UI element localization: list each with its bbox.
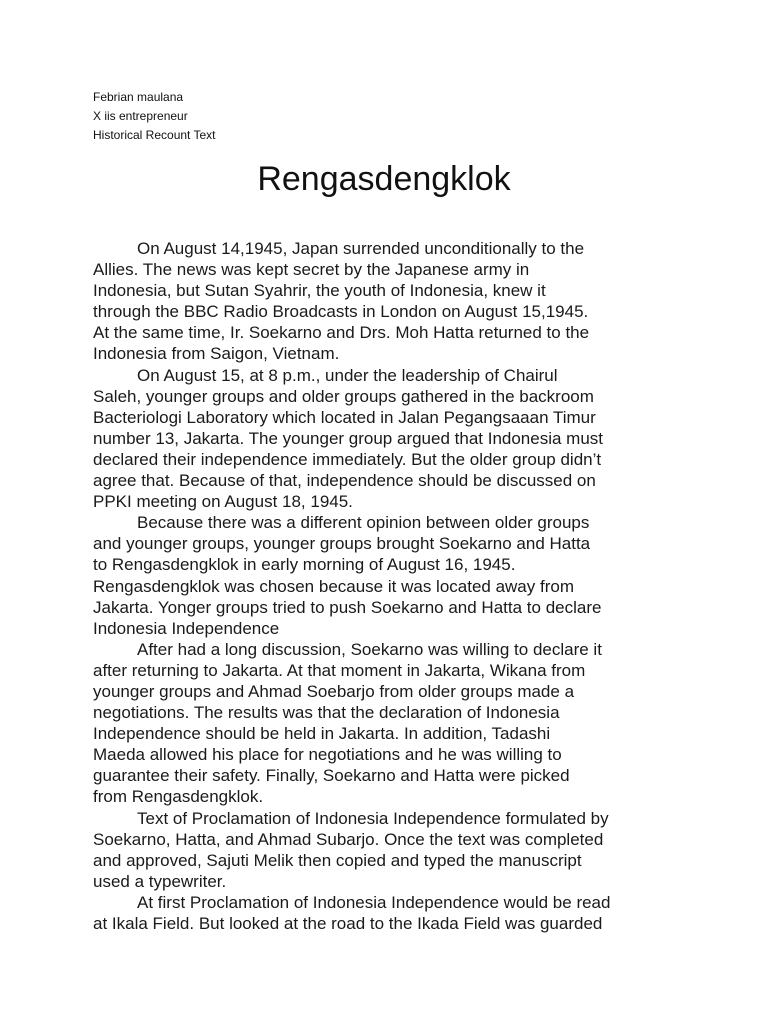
paragraph-line: At the same time, Ir. Soekarno and Drs. Moh Hatta returned to the — [93, 323, 590, 343]
paragraph-line: guarantee their safety. Finally, Soekarno and Hatta were picked — [93, 766, 570, 786]
paragraph — [93, 808, 693, 892]
paragraph-line: At first Proclamation of Indonesia Independence would be read — [137, 892, 611, 912]
author-class: X iis entrepreneur — [93, 109, 188, 123]
paragraph-line: Because there was a different opinion between older groups — [137, 513, 590, 533]
author-name: Febrian maulana — [93, 90, 184, 104]
paragraph — [93, 639, 693, 808]
paragraph-line: Text of Proclamation of Indonesia Independence formulated by — [137, 808, 609, 828]
paragraph-line: Indonesia from Saigon, Vietnam. — [93, 344, 340, 364]
author-header — [93, 88, 216, 145]
paragraph — [93, 365, 693, 513]
paragraph-line: PPKI meeting on August 18, 1945. — [93, 492, 353, 512]
paragraph — [93, 512, 693, 639]
paragraph-line: from Rengasdengklok. — [93, 787, 264, 807]
paragraph-line: Allies. The news was kept secret by the Japanese army in — [93, 260, 530, 280]
paragraph-line: Indonesia, but Sutan Syahrir, the youth of Indonesia, knew it — [93, 281, 546, 301]
paragraph — [93, 892, 693, 934]
paragraph-line: Jakarta. Yonger groups tried to push Soekarno and Hatta to declare — [93, 597, 602, 617]
paragraph-line: Rengasdengklok was chosen because it was located away from — [93, 576, 574, 596]
paragraph-line: Bacteriologi Laboratory which located in Jalan Pegangsaaan Timur — [93, 407, 596, 427]
paragraph-line: Saleh, younger groups and older groups gathered in the backroom — [93, 386, 594, 406]
paragraph-line: Maeda allowed his place for negotiations and he was willing to — [93, 745, 562, 765]
paragraph-line: negotiations. The results was that the declaration of Indonesia — [93, 703, 560, 723]
paragraph-line: used a typewriter. — [93, 871, 227, 891]
text-type: Historical Recount Text — [93, 128, 216, 142]
document-title: Rengasdengklok — [257, 160, 511, 198]
document-body — [93, 238, 693, 934]
paragraph-line: Soekarno, Hatta, and Ahmad Subarjo. Once the text was completed — [93, 829, 604, 849]
paragraph-line: Indonesia Independence — [93, 618, 280, 638]
paragraph-line: After had a long discussion, Soekarno was willing to declare it — [137, 639, 602, 659]
paragraph-line: at Ikala Field. But looked at the road to the Ikada Field was guarded — [93, 914, 603, 933]
paragraph-line: On August 14,1945, Japan surrended unconditionally to the — [137, 239, 585, 258]
paragraph-line: and younger groups, younger groups brought Soekarno and Hatta — [93, 534, 591, 554]
paragraph-line: after returning to Jakarta. At that moment in Jakarta, Wikana from — [93, 660, 586, 680]
paragraph-line: number 13, Jakarta. The younger group argued that Indonesia must — [93, 428, 604, 448]
paragraph-line: through the BBC Radio Broadcasts in London on August 15,1945. — [93, 302, 589, 322]
paragraph-line: On August 15, at 8 p.m., under the leadership of Chairul — [137, 365, 558, 385]
paragraph-line: declared their independence immediately. But the older group didn’t — [93, 449, 602, 469]
paragraph-line: and approved, Sajuti Melik then copied and typed the manuscript — [93, 850, 582, 870]
paragraph-line: to Rengasdengklok in early morning of August 16, 1945. — [93, 555, 516, 575]
paragraph — [93, 238, 693, 365]
paragraph-line: Independence should be held in Jakarta. In addition, Tadashi — [93, 724, 551, 744]
paragraph-line: agree that. Because of that, independence should be discussed on — [93, 471, 596, 491]
paragraph-line: younger groups and Ahmad Soebarjo from older groups made a — [93, 681, 575, 701]
